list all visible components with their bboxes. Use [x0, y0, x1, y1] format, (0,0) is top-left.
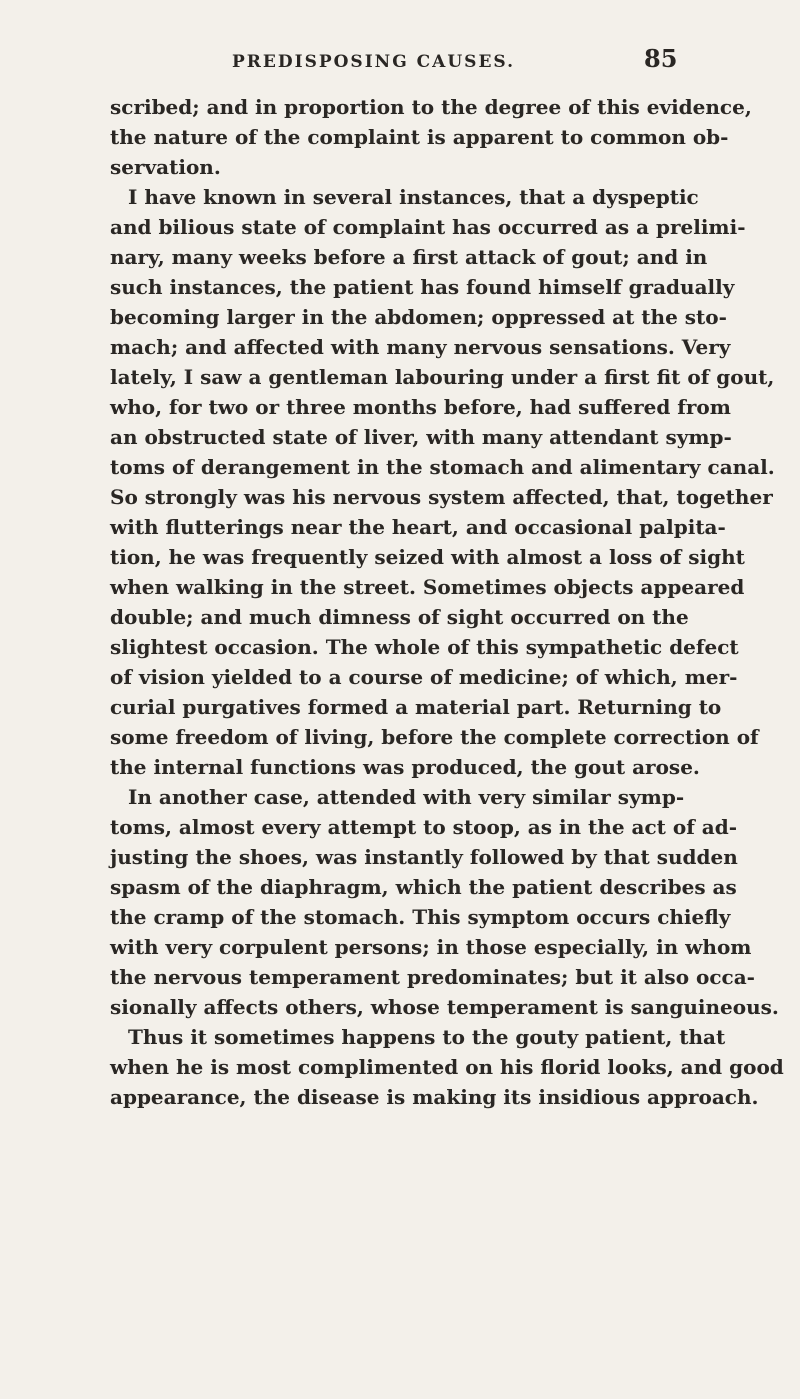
text-line: an obstructed state of liver, with many attendant symp- [110, 425, 732, 449]
text-line: scribed; and in proportion to the degree of this evidence, [110, 95, 752, 119]
text-line: the cramp of the stomach. This symptom occurs chiefly [110, 905, 731, 929]
text-line: and bilious state of complaint has occurred as a prelimi- [110, 215, 746, 239]
text-line: toms, almost every attempt to stoop, as in the act of ad- [110, 815, 738, 839]
text-line: nary, many weeks before a first attack of gout; and in [110, 245, 708, 269]
text-line: toms of derangement in the stomach and alimentary canal. [110, 455, 775, 479]
text-line: justing the shoes, was instantly followed by that sudden [110, 845, 738, 869]
text-line: In another case, attended with very similar symp- [128, 785, 685, 809]
text-line: some freedom of living, before the complete correction of [110, 725, 759, 749]
text-line: such instances, the patient has found himself gradually [110, 275, 735, 299]
text-line: when he is most complimented on his florid looks, and good [110, 1055, 784, 1079]
text-line: sionally affects others, whose temperament is sanguineous. [110, 995, 779, 1019]
text-line: the internal functions was produced, the gout arose. [110, 755, 700, 779]
text-line: when walking in the street. Sometimes objects appeared [110, 575, 745, 599]
running-title: PREDISPOSING CAUSES. [232, 52, 516, 72]
text-line: who, for two or three months before, had suffered from [110, 395, 731, 419]
text-line: becoming larger in the abdomen; oppressed at the sto- [110, 305, 727, 329]
text-line: curial purgatives formed a material part. Returning to [110, 695, 722, 719]
text-line: double; and much dimness of sight occurred on the [110, 605, 689, 629]
running-head [0, 44, 800, 82]
text-line: Thus it sometimes happens to the gouty patient, that [128, 1025, 726, 1049]
text-line: So strongly was his nervous system affected, that, together [110, 485, 773, 509]
text-line: lately, I saw a gentleman labouring under a first fit of gout, [110, 365, 775, 389]
text-line: I have known in several instances, that a dyspeptic [128, 185, 699, 209]
text-line: of vision yielded to a course of medicine; of which, mer- [110, 665, 738, 689]
text-line: appearance, the disease is making its insidious approach. [110, 1085, 759, 1109]
text-line: with flutterings near the heart, and occasional palpita- [110, 515, 726, 539]
text-line: mach; and affected with many nervous sensations. Very [110, 335, 731, 359]
text-line: slightest occasion. The whole of this sympathetic defect [110, 635, 739, 659]
text-line: servation. [110, 155, 221, 179]
page-number: 85 [644, 44, 678, 73]
text-line: spasm of the diaphragm, which the patient describes as [110, 875, 737, 899]
text-line: with very corpulent persons; in those especially, in whom [110, 935, 752, 959]
text-line: tion, he was frequently seized with almost a loss of sight [110, 545, 745, 569]
text-line: the nervous temperament predominates; but it also occa- [110, 965, 755, 989]
text-line: the nature of the complaint is apparent to common ob- [110, 125, 729, 149]
